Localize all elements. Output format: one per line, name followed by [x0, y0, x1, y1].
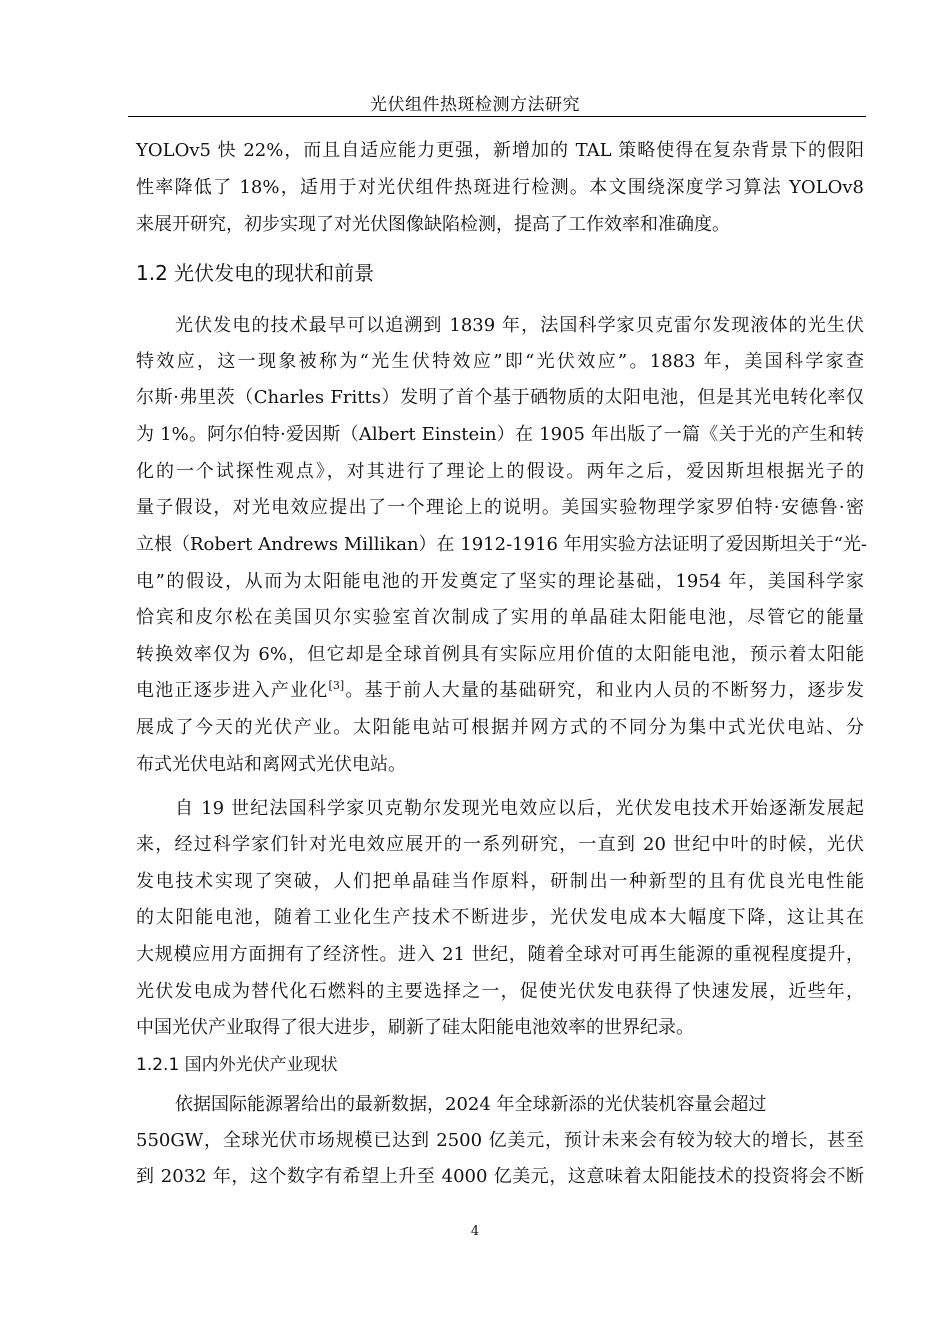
body-line: 化的一个试探性观点》，对其进行了理论上的假设。两年之后，爱因斯坦根据光子的	[136, 461, 864, 482]
body-line: 依据国际能源署给出的最新数据，2024 年全球新添的光伏装机容量会超过	[175, 1094, 767, 1115]
body-line: 到 2032 年，这个数字有希望上升至 4000 亿美元，这意味着太阳能技术的投资将会不断	[136, 1166, 864, 1187]
body-line: 光伏发电成为替代化石燃料的主要选择之一，促使光伏发电获得了快速发展，近些年，	[136, 981, 864, 1002]
body-line: 中国光伏产业取得了很大进步，刷新了硅太阳能电池效率的世界纪录。	[136, 1017, 694, 1038]
body-line: 恰宾和皮尔松在美国贝尔实验室首次制成了实用的单晶硅太阳能电池，尽管它的能量	[136, 607, 864, 628]
running-header: 光伏组件热斑检测方法研究	[370, 95, 580, 115]
body-line: 尔斯·弗里茨（Charles Fritts）发明了首个基于硒物质的太阳电池，但是其光电转化率仅	[136, 387, 864, 408]
body-line: 特效应，这一现象被称为“光生伏特效应”即“光伏效应”。1883 年，美国科学家查	[136, 351, 864, 372]
subsection-heading-1-2-1: 1.2.1 国内外光伏产业现状	[136, 1055, 338, 1075]
body-line: 电”的假设，从而为太阳能电池的开发奠定了坚实的理论基础，1954 年，美国科学家	[136, 571, 864, 592]
body-line: 布式光伏电站和离网式光伏电站。	[136, 754, 406, 775]
body-line: 光伏发电的技术最早可以追溯到 1839 年，法国科学家贝克雷尔发现液体的光生伏	[175, 315, 864, 336]
body-line: 来展开研究，初步实现了对光伏图像缺陷检测，提高了工作效率和准确度。	[136, 214, 730, 235]
body-line: 的太阳能电池，随着工业化生产技术不断进步，光伏发电成本大幅度下降，这让其在	[136, 907, 864, 928]
citation-text-before: 电池正逐步进入产业化	[136, 680, 329, 701]
body-line: 性率降低了 18%，适用于对光伏组件热斑进行检测。本文围绕深度学习算法 YOLOv8	[136, 177, 864, 198]
body-line: 为 1%。阿尔伯特·爱因斯（Albert Einstein）在 1905 年出版了一篇《关于光的产生和转	[136, 424, 864, 445]
body-line: 展成了今天的光伏产业。太阳能电站可根据并网方式的不同分为集中式光伏电站、分	[136, 717, 864, 738]
body-line: 550GW，全球光伏市场规模已达到 2500 亿美元，预计未来会有较为较大的增长，甚至	[136, 1130, 864, 1151]
body-line: 量子假设，对光电效应提出了一个理论上的说明。美国实验物理学家罗伯特·安德鲁·密	[136, 497, 864, 518]
body-line: YOLOv5 快 22%，而且自适应能力更强，新增加的 TAL 策略使得在复杂背景下的假阳	[136, 140, 864, 161]
body-line: 发电技术实现了突破，人们把单晶硅当作原料，研制出一种新型的且有优良光电性能	[136, 871, 864, 892]
citation-text-after: 。基于前人大量的基础研究，和业内人员的不断努力，逐步发	[344, 680, 865, 701]
body-line: 自 19 世纪法国科学家贝克勒尔发现光电效应以后，光伏发电技术开始逐渐发展起	[175, 798, 864, 819]
body-line: 大规模应用方面拥有了经济性。进入 21 世纪，随着全球对可再生能源的重视程度提升，	[136, 944, 864, 965]
page-number: 4	[470, 1224, 480, 1239]
section-heading-1-2: 1.2 光伏发电的现状和前景	[136, 261, 375, 285]
header-rule	[128, 116, 866, 117]
body-line: 来，经过科学家们针对光电效应展开的一系列研究，一直到 20 世纪中叶的时候，光伏	[136, 834, 864, 855]
body-line: 立根（Robert Andrews Millikan）在 1912-1916 年用实验方法证明了爱因斯坦关于“光-	[136, 534, 867, 555]
body-line-with-citation	[136, 679, 864, 703]
body-line: 转换效率仅为 6%，但它却是全球首例具有实际应用价值的太阳能电池，预示着太阳能	[136, 644, 864, 665]
citation-ref: [3]	[328, 679, 345, 692]
